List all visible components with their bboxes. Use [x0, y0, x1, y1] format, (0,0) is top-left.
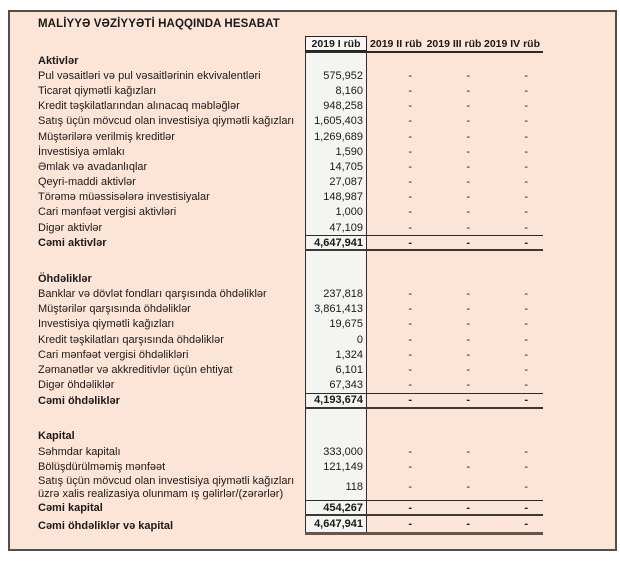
value-cell-q3: - [466, 363, 470, 376]
row-label: Satış üçün mövcud olan investisiya qiymətli kağızları [38, 115, 295, 128]
value-cell-q1: 4,193,674 [305, 394, 367, 407]
row-value-columns [305, 83, 543, 98]
value-cell-q3: - [466, 176, 470, 189]
row-value-columns [305, 444, 543, 459]
header-columns [305, 36, 543, 53]
value-cell-q2: - [408, 288, 412, 301]
value-cell-q2: - [408, 84, 412, 97]
value-cell-q4: - [524, 518, 528, 531]
value-cell-q3: - [466, 145, 470, 158]
row-label: Digər öhdəliklər [38, 379, 115, 392]
value-cell-q3 [425, 251, 483, 271]
value-cell-q3 [425, 429, 483, 444]
value-cell-q1 [305, 251, 367, 271]
row-value-columns [305, 251, 543, 271]
table-row [10, 99, 615, 114]
value-cell-q3: - [466, 501, 470, 514]
value-cell-q2: - [408, 145, 412, 158]
row-value-columns [305, 99, 543, 114]
value-cell-q1: 67,343 [305, 378, 367, 393]
row-value-columns [305, 235, 543, 251]
value-cell-q3: - [466, 481, 470, 494]
value-cell-q4: - [524, 445, 528, 458]
table-row [10, 129, 615, 144]
statement-rows [10, 53, 615, 535]
value-cell-q2: - [408, 221, 412, 234]
value-cell-q2: - [408, 481, 412, 494]
value-cell-q3 [425, 409, 483, 429]
row-value-columns [305, 332, 543, 347]
value-cell-q3 [425, 53, 483, 68]
value-cell-q4: - [524, 115, 528, 128]
value-cell-q1: 1,000 [305, 205, 367, 220]
value-cell-q4: - [524, 191, 528, 204]
row-label: Kapital [38, 430, 75, 443]
column-header-q1: 2019 I rüb [305, 36, 367, 51]
value-cell-q1: 148,987 [305, 190, 367, 205]
value-cell-q3: - [466, 191, 470, 204]
table-row [10, 347, 615, 362]
row-value-columns [305, 175, 543, 190]
row-value-columns [305, 500, 543, 516]
row-value-columns [305, 393, 543, 409]
value-cell-q1 [305, 409, 367, 429]
row-label: Banklar və dövlət fondları qarşısında öhdəliklər [38, 288, 267, 301]
value-cell-q3: - [466, 69, 470, 82]
table-row [10, 144, 615, 159]
row-label: Pul vəsaitləri və pul vəsaitlərinin ekvivalentləri [38, 69, 261, 82]
value-cell-q1: 948,258 [305, 99, 367, 114]
table-row [10, 220, 615, 235]
value-cell-q1: 47,109 [305, 220, 367, 235]
page-title: MALİYYƏ VƏZİYYƏTİ HAQQINDA HESABAT [38, 18, 280, 30]
row-value-columns [305, 286, 543, 301]
table-row [10, 68, 615, 83]
value-cell-q1: 6,101 [305, 362, 367, 377]
value-cell-q1 [305, 271, 367, 286]
value-cell-q2: - [408, 115, 412, 128]
value-cell-q2: - [408, 206, 412, 219]
table-row [10, 474, 615, 500]
value-cell-q1: 575,952 [305, 68, 367, 83]
value-cell-q4: - [524, 394, 528, 407]
row-label: Ticarət qiymətli kağızları [38, 84, 157, 97]
value-cell-q2: - [408, 100, 412, 113]
table-row [10, 175, 615, 190]
value-cell-q3: - [466, 394, 470, 407]
value-cell-q3: - [466, 100, 470, 113]
table-row [10, 362, 615, 377]
row-value-columns [305, 271, 543, 286]
row-value-columns [305, 144, 543, 159]
financial-position-statement [8, 10, 617, 551]
table-row [10, 500, 615, 516]
value-cell-q4: - [524, 363, 528, 376]
column-header-q2: 2019 II rüb [370, 37, 422, 50]
row-value-columns [305, 409, 543, 429]
value-cell-q3: - [466, 115, 470, 128]
row-label: Törəmə müəssisələrə investisiyalar [38, 191, 210, 204]
value-cell-q4: - [524, 348, 528, 361]
table-row [10, 159, 615, 174]
table-row [10, 286, 615, 301]
row-value-columns [305, 317, 543, 332]
value-cell-q1: 237,818 [305, 286, 367, 301]
value-cell-q2: - [408, 303, 412, 316]
value-cell-q1 [305, 429, 367, 444]
value-cell-q2: - [408, 130, 412, 143]
row-label: Müştərilərə verilmiş kreditlər [38, 130, 175, 143]
value-cell-q1: 19,675 [305, 317, 367, 332]
row-value-columns [305, 114, 543, 129]
column-header-q4: 2019 IV rüb [483, 37, 541, 50]
value-cell-q4 [483, 271, 541, 286]
value-cell-q4: - [524, 100, 528, 113]
table-row [10, 302, 615, 317]
table-row [10, 459, 615, 474]
value-cell-q2: - [408, 501, 412, 514]
row-label: Aktivlər [38, 54, 79, 67]
row-label: Kredit təşkilatları qarşısında öhdəliklər [38, 333, 224, 346]
value-cell-q4: - [524, 84, 528, 97]
table-row [10, 317, 615, 332]
value-cell-q2: - [408, 363, 412, 376]
value-cell-q4: - [524, 333, 528, 346]
value-cell-q4 [483, 53, 541, 68]
row-value-columns [305, 516, 543, 535]
value-cell-q2 [367, 429, 425, 444]
value-cell-q3: - [466, 379, 470, 392]
table-row [10, 393, 615, 409]
value-cell-q3: - [466, 518, 470, 531]
value-cell-q2: - [408, 348, 412, 361]
value-cell-q2: - [408, 379, 412, 392]
value-cell-q1: 4,647,941 [305, 516, 367, 532]
value-cell-q3: - [466, 333, 470, 346]
value-cell-q1 [305, 53, 367, 68]
row-label: Cəmi öhdəliklər və kapital [38, 519, 174, 532]
row-label: Cari mənfəət vergisi aktivləri [38, 206, 177, 219]
value-cell-q3: - [466, 303, 470, 316]
row-value-columns [305, 129, 543, 144]
value-cell-q1: 4,647,941 [305, 236, 367, 249]
value-cell-q3: - [466, 445, 470, 458]
value-cell-q4: - [524, 318, 528, 331]
value-cell-q3: - [466, 221, 470, 234]
row-label: Öhdəliklər [38, 272, 92, 285]
table-row [10, 83, 615, 98]
value-cell-q4 [483, 429, 541, 444]
value-cell-q1: 8,160 [305, 83, 367, 98]
value-cell-q2: - [408, 69, 412, 82]
row-value-columns [305, 474, 543, 500]
row-value-columns [305, 159, 543, 174]
table-row [10, 332, 615, 347]
row-value-columns [305, 429, 543, 444]
row-value-columns [305, 220, 543, 235]
value-cell-q3: - [466, 130, 470, 143]
row-value-columns [305, 459, 543, 474]
value-cell-q3: - [466, 318, 470, 331]
value-cell-q1: 1,324 [305, 347, 367, 362]
row-label: Müştərilər qarşısında öhdəliklər [38, 303, 191, 316]
value-cell-q1: 1,590 [305, 144, 367, 159]
row-label: Qeyri-maddi aktivlər [38, 176, 136, 189]
value-cell-q4: - [524, 288, 528, 301]
row-label [10, 251, 305, 271]
value-cell-q1: 454,267 [305, 501, 367, 514]
table-row [10, 205, 615, 220]
row-value-columns [305, 68, 543, 83]
row-label [10, 409, 305, 429]
row-label: Cəmi aktivlər [38, 237, 107, 250]
table-row [10, 114, 615, 129]
row-value-columns [305, 302, 543, 317]
table-row [10, 378, 615, 393]
value-cell-q3 [425, 271, 483, 286]
table-row [10, 429, 615, 444]
value-cell-q2: - [408, 445, 412, 458]
value-cell-q1: 121,149 [305, 459, 367, 474]
value-cell-q4: - [524, 481, 528, 494]
value-cell-q4: - [524, 160, 528, 173]
row-label: Cari mənfəət vergisi öhdəlikləri [38, 348, 189, 361]
row-label: Səhmdar kapitalı [38, 445, 121, 458]
value-cell-q2: - [408, 236, 412, 249]
row-label: İnvestisiya əmlakı [38, 145, 125, 158]
value-cell-q1: 0 [305, 332, 367, 347]
row-value-columns [305, 53, 543, 68]
row-value-columns [305, 347, 543, 362]
table-row [10, 271, 615, 286]
value-cell-q4: - [524, 303, 528, 316]
value-cell-q2: - [408, 518, 412, 531]
value-cell-q4: - [524, 130, 528, 143]
value-cell-q3: - [466, 236, 470, 249]
row-label: Satış üçün mövcud olan investisiya qiymətli kağızları üzrə xalis realizasiya olunmam ış gəlirlər/(zərərlər) [38, 475, 295, 500]
table-row [10, 251, 615, 271]
row-value-columns [305, 190, 543, 205]
table-row [10, 444, 615, 459]
value-cell-q1: 14,705 [305, 159, 367, 174]
value-cell-q4 [483, 409, 541, 429]
value-cell-q1: 27,087 [305, 175, 367, 190]
table-row [10, 516, 615, 535]
value-cell-q2: - [408, 333, 412, 346]
value-cell-q4: - [524, 69, 528, 82]
table-row [10, 409, 615, 429]
row-label: Investisiya qiymətli kağızları [38, 318, 175, 331]
value-cell-q1: 1,269,689 [305, 129, 367, 144]
value-cell-q3: - [466, 348, 470, 361]
value-cell-q4: - [524, 501, 528, 514]
row-label: Zəmanətlər və akkreditivlər üçün ehtiyat [38, 363, 233, 376]
row-value-columns [305, 362, 543, 377]
value-cell-q4: - [524, 460, 528, 473]
row-label: Cəmi öhdəliklər [38, 394, 120, 407]
value-cell-q1: 333,000 [305, 444, 367, 459]
column-header-row [10, 36, 615, 53]
value-cell-q4: - [524, 221, 528, 234]
value-cell-q3: - [466, 460, 470, 473]
value-cell-q2 [367, 271, 425, 286]
row-value-columns [305, 205, 543, 220]
row-label: Cəmi kapital [38, 502, 103, 515]
value-cell-q2: - [408, 460, 412, 473]
value-cell-q3: - [466, 160, 470, 173]
value-cell-q4: - [524, 145, 528, 158]
value-cell-q2 [367, 251, 425, 271]
table-row [10, 53, 615, 68]
column-header-q3: 2019 III rüb [426, 37, 482, 50]
row-label: Bölüşdürülməmiş mənfəət [38, 460, 166, 473]
table-row [10, 235, 615, 251]
value-cell-q2: - [408, 176, 412, 189]
value-cell-q1: 118 [305, 474, 367, 500]
value-cell-q2: - [408, 318, 412, 331]
value-cell-q2: - [408, 160, 412, 173]
value-cell-q2 [367, 409, 425, 429]
row-value-columns [305, 378, 543, 393]
value-cell-q1: 3,861,413 [305, 302, 367, 317]
value-cell-q3: - [466, 206, 470, 219]
value-cell-q4: - [524, 379, 528, 392]
row-label: Əmlak və avadanlıqlar [38, 160, 148, 173]
table-row [10, 190, 615, 205]
value-cell-q3: - [466, 84, 470, 97]
value-cell-q1: 1,605,403 [305, 114, 367, 129]
row-label: Kredit təşkilatlarından alınacaq məbləğlər [38, 100, 240, 113]
value-cell-q2: - [408, 394, 412, 407]
value-cell-q3: - [466, 288, 470, 301]
row-label: Digər aktivlər [38, 221, 103, 234]
header-label-spacer [10, 36, 305, 53]
value-cell-q4: - [524, 176, 528, 189]
value-cell-q4 [483, 251, 541, 271]
value-cell-q2: - [408, 191, 412, 204]
value-cell-q4: - [524, 206, 528, 219]
value-cell-q4: - [524, 236, 528, 249]
value-cell-q2 [367, 53, 425, 68]
